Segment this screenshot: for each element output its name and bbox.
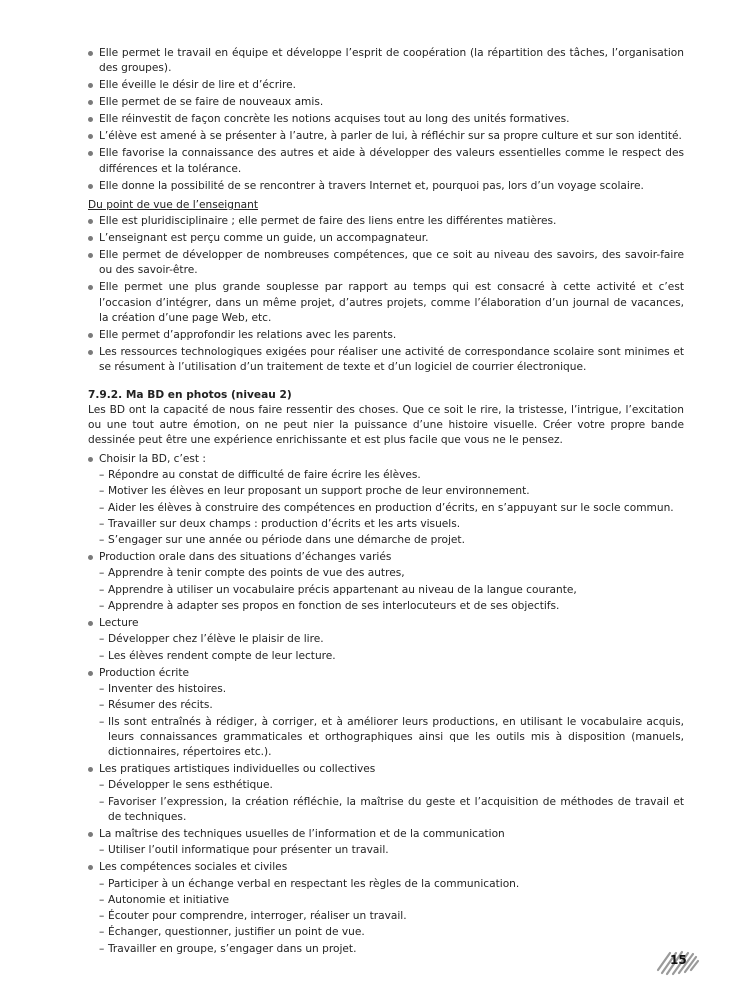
list-item: L’enseignant est perçu comme un guide, un accompagnateur. [88,231,684,246]
teacher-benefits-list [88,214,684,375]
sub-item: – Aider les élèves à construire des compétences en production d’écrits, en s’appuyant sur le socle commun. [99,501,684,516]
topic-label: Production écrite [99,666,190,679]
sub-item: – Travailler sur deux champs : production d’écrits et les arts visuels. [99,517,684,532]
sub-list [99,877,684,957]
topic-item [88,860,684,957]
topic-label: Choisir la BD, c’est : [99,452,207,465]
sub-item: – Autonomie et initiative [99,893,684,908]
list-item: Elle permet de développer de nombreuses compétences, que ce soit au niveau des savoirs, des savoir-faire ou des savoir-être. [88,248,684,279]
sub-item: – Développer le sens esthétique. [99,778,684,793]
list-item: L’élève est amené à se présenter à l’autre, à parler de lui, à réfléchir sur sa propre culture et sur son identité. [88,129,684,144]
section-intro: Les BD ont la capacité de nous faire ressentir des choses. Que ce soit le rire, la tristesse, l’intrigue, l’excitation ou une tout autre émotion, on ne peut nier la puissance d’une histoire visuelle. Créer votre propre bande dessinée peut être une expérience enrichissante et est plus facile que vous ne le pensez. [88,403,684,447]
sub-item: – Échanger, questionner, justifier un point de vue. [99,925,684,940]
sub-item: – Motiver les élèves en leur proposant un support proche de leur environnement. [99,484,684,499]
learner-benefits-list [88,46,684,194]
sub-item: – Travailler en groupe, s’engager dans un projet. [99,942,684,957]
topic-item [88,452,684,549]
sub-item: – Utiliser l’outil informatique pour présenter un travail. [99,843,684,858]
topic-item [88,762,684,825]
sub-item: – S’engager sur une année ou période dans une démarche de projet. [99,533,684,548]
list-item: Elle éveille le désir de lire et d’écrire. [88,78,684,93]
list-item: Elle permet d’approfondir les relations avec les parents. [88,328,684,343]
sub-item: – Apprendre à adapter ses propos en fonction de ses interlocuteurs et de ses objectifs. [99,599,684,614]
topics-list [88,452,684,957]
sub-item: – Favoriser l’expression, la création réfléchie, la maîtrise du geste et l’acquisition de méthodes de travail et de techniques. [99,795,684,826]
section-title: 7.9.2. Ma BD en photos (niveau 2) [88,388,292,401]
topic-label: Les compétences sociales et civiles [99,861,288,874]
topic-label: Production orale dans des situations d’échanges variés [99,551,392,564]
teacher-subheading: Du point de vue de l’enseignant [88,198,259,211]
document-page [88,46,684,959]
list-item: Elle permet une plus grande souplesse par rapport au temps qui est consacré à cette activité et c’est l’occasion d’intégrer, dans un même projet, d’autres projets, comme l’élaboration d’un journal de vacances, la création d’une page Web, etc. [88,280,684,326]
sub-list [99,566,684,614]
topic-label: Lecture [99,617,139,630]
sub-item: – Répondre au constat de difficulté de faire écrire les élèves. [99,468,684,483]
topic-item [88,550,684,614]
sub-list [99,682,684,760]
sub-item: – Les élèves rendent compte de leur lecture. [99,649,684,664]
sub-list [99,632,684,664]
sub-list [99,468,684,548]
list-item: Elle donne la possibilité de se rencontrer à travers Internet et, pourquoi pas, lors d’un voyage scolaire. [88,179,684,194]
topic-label: Les pratiques artistiques individuelles ou collectives [99,763,376,776]
list-item: Elle permet de se faire de nouveaux amis. [88,95,684,110]
sub-item: – Apprendre à tenir compte des points de vue des autres, [99,566,684,581]
list-item: Elle favorise la connaissance des autres et aide à développer des valeurs essentielles comme le respect des différences et la tolérance. [88,146,684,177]
sub-item: – Écouter pour comprendre, interroger, réaliser un travail. [99,909,684,924]
topic-label: La maîtrise des techniques usuelles de l’information et de la communication [99,827,505,840]
topic-item [88,666,684,761]
sub-item: – Inventer des histoires. [99,682,684,697]
topic-item [88,616,684,664]
page-number-badge [654,948,700,976]
sub-item: – Apprendre à utiliser un vocabulaire précis appartenant au niveau de la langue courante, [99,583,684,598]
list-item: Les ressources technologiques exigées pour réaliser une activité de correspondance scolaire sont minimes et se résument à l’utilisation d’un traitement de texte et d’un logiciel de courrier électronique. [88,345,684,376]
list-item: Elle réinvestit de façon concrète les notions acquises tout au long des unités formatives. [88,112,684,127]
sub-list [99,843,684,858]
sub-item: – Participer à un échange verbal en respectant les règles de la communication. [99,877,684,892]
sub-list [99,778,684,825]
list-item: Elle est pluridisciplinaire ; elle permet de faire des liens entre les différentes matières. [88,214,684,229]
sub-item: – Développer chez l’élève le plaisir de lire. [99,632,684,647]
page-number: 15 [670,953,687,967]
list-item: Elle permet le travail en équipe et développe l’esprit de coopération (la répartition des tâches, l’organisation des groupes). [88,46,684,77]
sub-item: – Ils sont entraînés à rédiger, à corriger, et à améliorer leurs productions, en utilisant le vocabulaire acquis, leurs connaissances grammaticales et orthographiques ainsi que les outils mis à disposition (manuels, dictionnaires, répertoires etc.). [99,715,684,761]
sub-item: – Résumer des récits. [99,698,684,713]
topic-item [88,827,684,859]
